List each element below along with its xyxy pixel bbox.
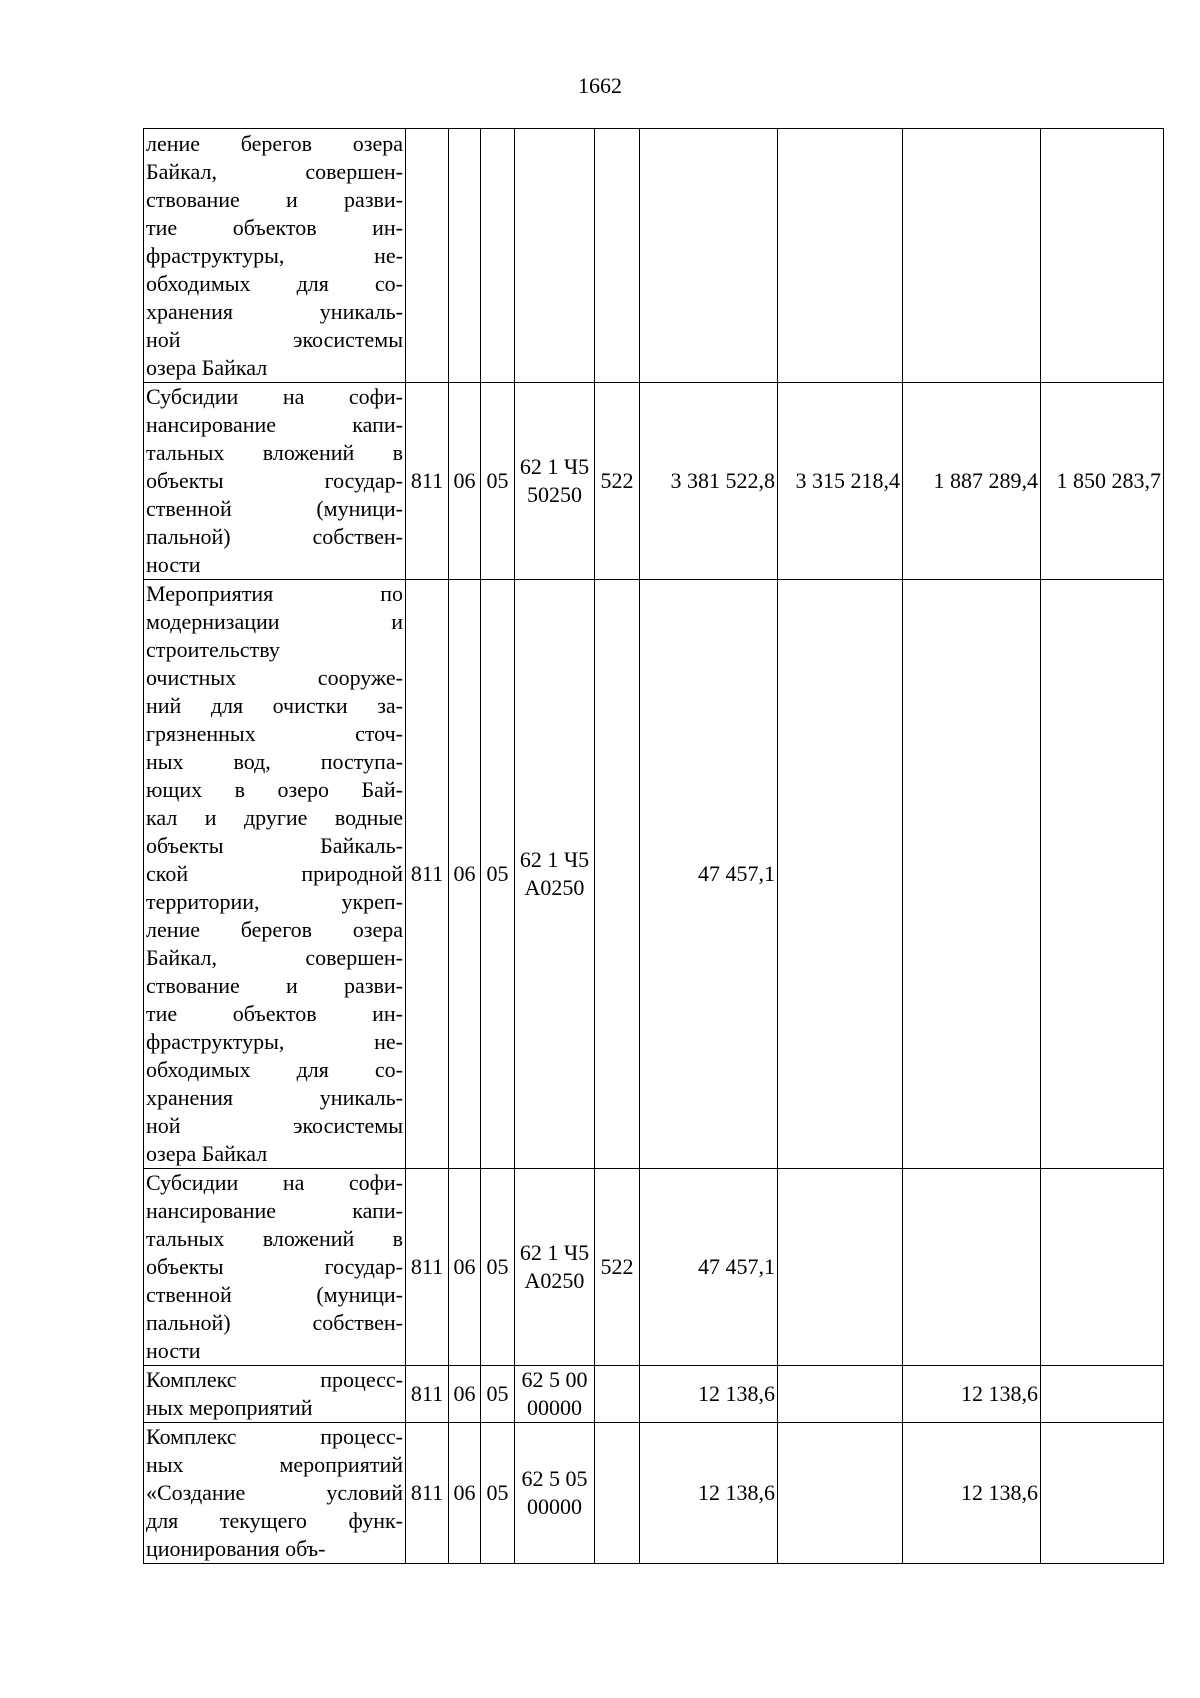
description-line: объекты государ- — [146, 1254, 403, 1279]
expense-type-code: 522 — [595, 1169, 640, 1366]
row-description — [144, 129, 406, 383]
amount-4 — [1041, 580, 1164, 1169]
description-line: Байкал, совершен- — [146, 945, 403, 970]
subsection-code — [481, 129, 515, 383]
subsection-code: 05 — [481, 383, 515, 580]
expense-type-code — [595, 1366, 640, 1423]
description-line: ление берегов озера — [146, 917, 403, 942]
description-line: хранения уникаль- — [146, 298, 403, 324]
description-line: для текущего функ- — [146, 1508, 403, 1533]
amount-4 — [1041, 1423, 1164, 1564]
description-line: озера Байкал — [146, 1141, 268, 1166]
section-code: 06 — [449, 1366, 481, 1423]
description-line: Субсидии на софи- — [146, 1170, 403, 1195]
amount-3 — [903, 580, 1041, 1169]
amount-1: 47 457,1 — [640, 1169, 778, 1366]
expense-type-code — [595, 129, 640, 383]
grbs-code: 811 — [406, 383, 449, 580]
description-line: нансирование капи- — [146, 412, 403, 437]
row-description — [144, 1423, 406, 1564]
section-code — [449, 129, 481, 383]
grbs-code — [406, 129, 449, 383]
table-row — [144, 580, 1164, 1169]
target-article-part: 62 1 Ч5 — [519, 454, 590, 479]
description-line: тальных вложений в — [146, 440, 403, 465]
description-line: тальных вложений в — [146, 1226, 403, 1251]
grbs-code: 811 — [406, 1366, 449, 1423]
description-line: территории, укреп- — [146, 889, 403, 914]
amount-1: 12 138,6 — [640, 1366, 778, 1423]
table-row — [144, 1423, 1164, 1564]
amount-2 — [778, 1169, 903, 1366]
amount-3: 1 887 289,4 — [903, 383, 1041, 580]
description-line: тие объектов ин- — [146, 214, 403, 240]
description-line: Байкал, совершен- — [146, 158, 403, 184]
target-article-code — [515, 1169, 595, 1366]
expense-type-code: 522 — [595, 383, 640, 580]
expense-type-code — [595, 580, 640, 1169]
description-line: ственной (муници- — [146, 496, 403, 521]
description-line: Комплекс процесс- — [146, 1367, 403, 1392]
description-line: строительству — [146, 637, 280, 662]
amount-2 — [778, 129, 903, 383]
target-article-part: 62 5 00 — [521, 1367, 588, 1392]
row-description — [144, 1169, 406, 1366]
description-line: ствование и разви- — [146, 186, 403, 212]
description-line: нансирование капи- — [146, 1198, 403, 1223]
description-line: фраструктуры, не- — [146, 1029, 403, 1054]
target-article-part: А0250 — [524, 1268, 585, 1293]
description-line: тие объектов ин- — [146, 1001, 403, 1026]
description-line: Мероприятия по — [146, 581, 403, 606]
target-article-part: 50250 — [527, 482, 582, 507]
description-line: Субсидии на софи- — [146, 384, 403, 409]
target-article-code — [515, 383, 595, 580]
description-line: ствование и разви- — [146, 973, 403, 998]
target-article-part: 62 1 Ч5 — [519, 847, 590, 872]
section-code: 06 — [449, 1169, 481, 1366]
description-line: «Создание условий — [146, 1480, 403, 1505]
amount-4 — [1041, 129, 1164, 383]
amount-1 — [640, 129, 778, 383]
section-code: 06 — [449, 1423, 481, 1564]
description-line: ющих в озеро Бай- — [146, 777, 403, 802]
target-article-part: 62 1 Ч5 — [519, 1240, 590, 1265]
description-line: очистных сооруже- — [146, 665, 403, 690]
target-article-code — [515, 129, 595, 383]
amount-4 — [1041, 1366, 1164, 1423]
table-row — [144, 1169, 1164, 1366]
target-article-part: 62 5 05 — [521, 1466, 588, 1491]
amount-3 — [903, 1169, 1041, 1366]
amount-3: 12 138,6 — [903, 1423, 1041, 1564]
description-line: обходимых для со- — [146, 270, 403, 296]
section-code: 06 — [449, 383, 481, 580]
description-line: ление берегов озера — [146, 130, 403, 156]
target-article-part: 00000 — [527, 1395, 582, 1420]
description-line: Комплекс процесс- — [146, 1424, 403, 1449]
description-line: ной экосистемы — [146, 326, 403, 352]
amount-4 — [1041, 1169, 1164, 1366]
amount-2 — [778, 1366, 903, 1423]
subsection-code: 05 — [481, 1169, 515, 1366]
amount-2 — [778, 1423, 903, 1564]
target-article-part: А0250 — [524, 875, 585, 900]
grbs-code: 811 — [406, 580, 449, 1169]
amount-2: 3 315 218,4 — [778, 383, 903, 580]
description-line: объекты государ- — [146, 468, 403, 493]
description-line: хранения уникаль- — [146, 1085, 403, 1110]
target-article-code — [515, 1423, 595, 1564]
subsection-code: 05 — [481, 580, 515, 1169]
description-line: объекты Байкаль- — [146, 833, 403, 858]
description-line: пальной) собствен- — [146, 1310, 403, 1335]
target-article-code — [515, 1366, 595, 1423]
amount-2 — [778, 580, 903, 1169]
description-line: грязненных сточ- — [146, 721, 403, 746]
amount-1: 3 381 522,8 — [640, 383, 778, 580]
description-line: ной экосистемы — [146, 1113, 403, 1138]
description-line: ных мероприятий — [146, 1452, 403, 1477]
row-description — [144, 580, 406, 1169]
target-article-part: 00000 — [527, 1494, 582, 1519]
target-article-code — [515, 580, 595, 1169]
amount-3: 12 138,6 — [903, 1366, 1041, 1423]
description-line: пальной) собствен- — [146, 524, 403, 549]
grbs-code: 811 — [406, 1423, 449, 1564]
description-line: фраструктуры, не- — [146, 242, 403, 268]
row-description — [144, 383, 406, 580]
table-row — [144, 1366, 1164, 1423]
table-row — [144, 383, 1164, 580]
description-line: кал и другие водные — [146, 805, 403, 830]
row-description — [144, 1366, 406, 1423]
description-line: ционирования объ- — [146, 1536, 326, 1561]
subsection-code: 05 — [481, 1366, 515, 1423]
budget-table — [143, 128, 1164, 1564]
description-line: озера Байкал — [146, 354, 268, 380]
amount-1: 12 138,6 — [640, 1423, 778, 1564]
description-line: ных вод, поступа- — [146, 749, 403, 774]
description-line: ности — [146, 552, 201, 577]
description-line: обходимых для со- — [146, 1057, 403, 1082]
table-row — [144, 129, 1164, 383]
amount-1: 47 457,1 — [640, 580, 778, 1169]
page-number: 1662 — [578, 73, 622, 98]
section-code: 06 — [449, 580, 481, 1169]
expense-type-code — [595, 1423, 640, 1564]
description-line: ных мероприятий — [146, 1395, 313, 1420]
grbs-code: 811 — [406, 1169, 449, 1366]
subsection-code: 05 — [481, 1423, 515, 1564]
description-line: ний для очистки за- — [146, 693, 403, 718]
description-line: ственной (муници- — [146, 1282, 403, 1307]
description-line: ности — [146, 1338, 201, 1363]
amount-4: 1 850 283,7 — [1041, 383, 1164, 580]
description-line: модернизации и — [146, 609, 403, 634]
description-line: ской природной — [146, 861, 403, 886]
amount-3 — [903, 129, 1041, 383]
